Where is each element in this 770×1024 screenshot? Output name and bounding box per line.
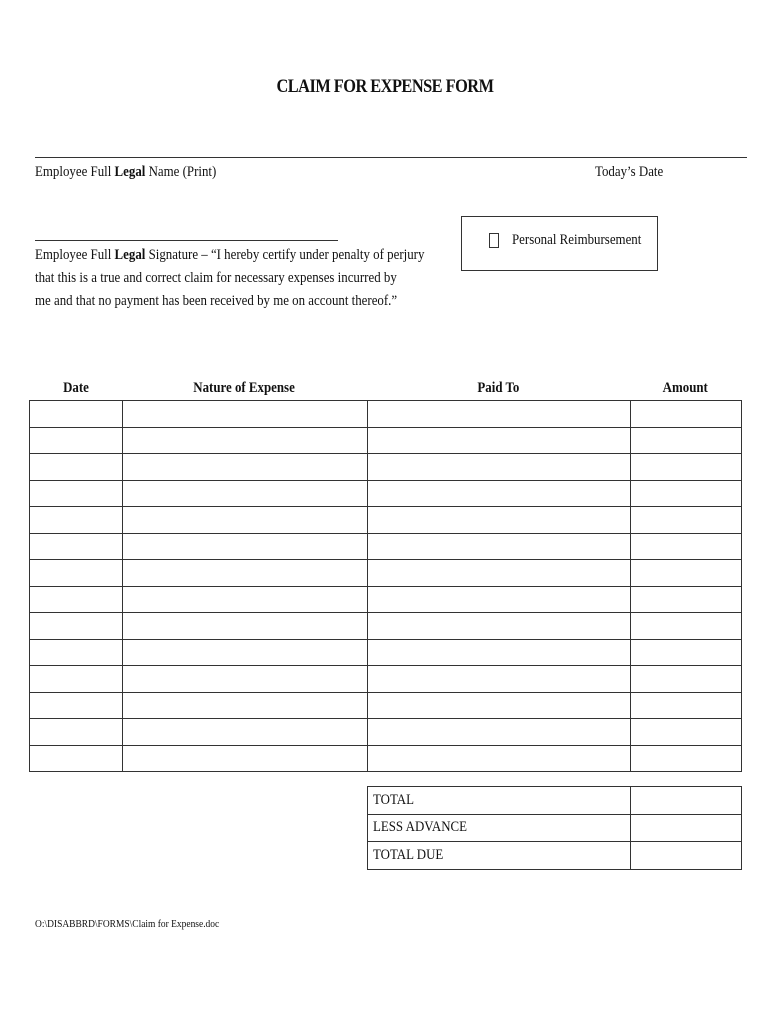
paid-to-cell[interactable] [368,454,631,481]
table-row [30,533,742,560]
table-row [30,560,742,587]
total-label: TOTAL [368,787,631,815]
paid-to-cell[interactable] [368,533,631,560]
table-row [30,613,742,640]
total-due-amount-cell[interactable] [631,842,742,870]
total-amount-cell[interactable] [631,787,742,815]
amount-cell[interactable] [631,613,742,640]
personal-reimbursement-box [461,216,658,271]
amount-cell[interactable] [631,639,742,666]
todays-date-label: Today’s Date [595,164,664,180]
paid-to-cell[interactable] [368,719,631,746]
paid-to-cell[interactable] [368,401,631,428]
table-row [30,507,742,534]
nature-cell[interactable] [123,692,368,719]
date-cell[interactable] [30,560,123,587]
nature-cell[interactable] [123,480,368,507]
signature-label-prefix: Employee Full [35,247,115,263]
employee-name-label [35,164,216,181]
expense-table-body [30,401,742,772]
personal-reimbursement-checkbox[interactable] [489,233,499,248]
date-cell[interactable] [30,427,123,454]
paid-to-cell[interactable] [368,692,631,719]
less-advance-amount-cell[interactable] [631,814,742,842]
amount-cell[interactable] [631,692,742,719]
nature-cell[interactable] [123,745,368,772]
table-row [30,639,742,666]
date-cell[interactable] [30,692,123,719]
nature-cell[interactable] [123,613,368,640]
amount-cell[interactable] [631,666,742,693]
nature-cell[interactable] [123,507,368,534]
date-cell[interactable] [30,480,123,507]
paid-to-cell[interactable] [368,507,631,534]
nature-cell[interactable] [123,560,368,587]
footer-file-path: O:\DISABBRD\FORMS\Claim for Expense.doc [35,918,220,930]
total-due-label: TOTAL DUE [368,842,631,870]
employee-name-label-suffix: Name (Print) [145,164,217,180]
amount-cell[interactable] [631,401,742,428]
nature-cell[interactable] [123,454,368,481]
date-cell[interactable] [30,401,123,428]
nature-cell[interactable] [123,666,368,693]
amount-cell[interactable] [631,586,742,613]
amount-cell[interactable] [631,560,742,587]
signature-label-line2: that this is a true and correct claim for necessary expenses incurred by [35,270,397,286]
signature-label-line1 [35,247,424,264]
form-title: CLAIM FOR EXPENSE FORM [276,76,494,97]
signature-label-bold: Legal [114,247,146,263]
expense-table [29,400,742,772]
nature-cell[interactable] [123,639,368,666]
date-cell[interactable] [30,613,123,640]
date-cell[interactable] [30,507,123,534]
amount-cell[interactable] [631,745,742,772]
paid-to-cell[interactable] [368,745,631,772]
table-row [30,692,742,719]
paid-to-cell[interactable] [368,666,631,693]
amount-cell[interactable] [631,719,742,746]
employee-name-label-bold: Legal [114,164,146,180]
name-date-line [35,157,747,158]
table-row [30,666,742,693]
nature-cell[interactable] [123,533,368,560]
employee-name-label-prefix: Employee Full [35,164,115,180]
totals-table [367,786,742,870]
total-due-row [368,842,742,870]
table-row [30,586,742,613]
nature-cell[interactable] [123,401,368,428]
amount-cell[interactable] [631,533,742,560]
signature-label-line3: me and that no payment has been received by me on account thereof.” [35,293,398,309]
date-cell[interactable] [30,639,123,666]
nature-cell[interactable] [123,427,368,454]
total-row [368,787,742,815]
amount-cell[interactable] [631,507,742,534]
signature-label-suffix: Signature – “I hereby certify under penalty of perjury [145,247,425,263]
paid-to-cell[interactable] [368,613,631,640]
paid-to-cell[interactable] [368,639,631,666]
paid-to-cell[interactable] [368,586,631,613]
less-advance-row [368,814,742,842]
paid-to-cell[interactable] [368,480,631,507]
amount-cell[interactable] [631,454,742,481]
amount-cell[interactable] [631,427,742,454]
table-row [30,454,742,481]
date-cell[interactable] [30,745,123,772]
header-date: Date [62,380,89,396]
personal-reimbursement-label: Personal Reimbursement [512,232,642,248]
paid-to-cell[interactable] [368,427,631,454]
table-row [30,719,742,746]
paid-to-cell[interactable] [368,560,631,587]
header-paid-to: Paid To [477,380,520,396]
header-nature-of-expense: Nature of Expense [193,380,296,396]
date-cell[interactable] [30,666,123,693]
less-advance-label: LESS ADVANCE [368,814,631,842]
table-row [30,401,742,428]
amount-cell[interactable] [631,480,742,507]
signature-line [35,240,338,241]
date-cell[interactable] [30,533,123,560]
date-cell[interactable] [30,719,123,746]
header-amount: Amount [662,380,709,396]
table-row [30,480,742,507]
nature-cell[interactable] [123,586,368,613]
date-cell[interactable] [30,586,123,613]
table-row [30,745,742,772]
table-row [30,427,742,454]
date-cell[interactable] [30,454,123,481]
nature-cell[interactable] [123,719,368,746]
